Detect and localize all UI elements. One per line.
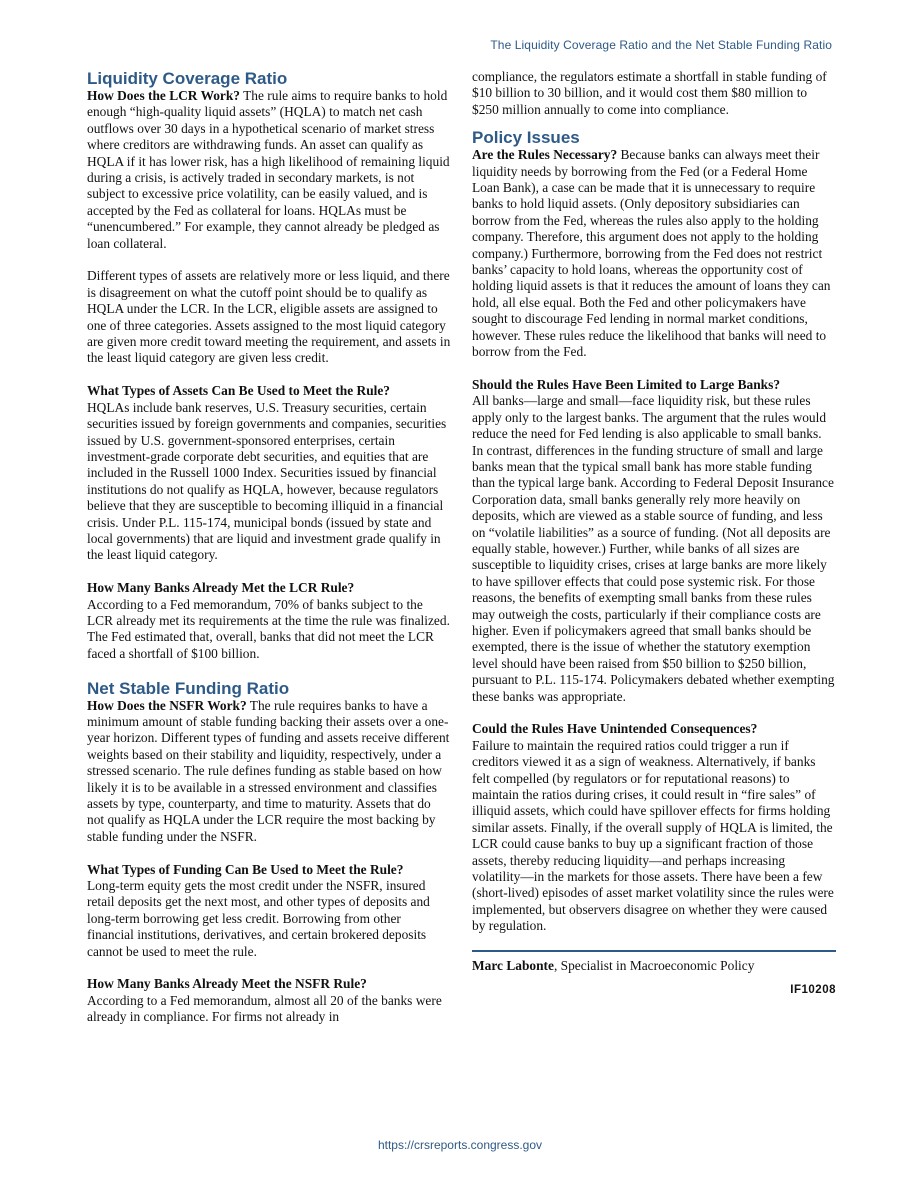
- lcr-banks-text: According to a Fed memorandum, 70% of banks subject to the LCR already met its requirements at the time the rule was finalized. The Fed estimated that, overall, banks that did not meet the LCR faced a shortfall of $100 billion.: [87, 596, 450, 661]
- nsfr-work-text: The rule requires banks to have a minimum amount of stable funding backing their assets over a one-year horizon. Different types of funding and assets receive different weights based on their stability and liquidity, respectively, under a stressed scenario. The rule defines funding as stable based on how likely it is to be available in a stressed environment and classifies assets by type, counterparty, and time to maturity. Assets that do not qualify as HQLA under the LCR require the most backing by stable funding under the NSFR.: [87, 697, 450, 844]
- author-signature: [472, 958, 836, 974]
- lcr-section-heading: Liquidity Coverage Ratio: [87, 69, 288, 88]
- right-column: [472, 69, 836, 999]
- continued-paragraph: compliance, the regulators estimate a shortfall in stable funding of $10 billion to 30 billion, and it would cost them $80 million to $250 million annually to come into compliance.: [472, 69, 827, 117]
- lcr-types-paragraph: [87, 383, 451, 563]
- limited-question: Should the Rules Have Been Limited to Large Banks?: [472, 376, 781, 392]
- unintended-question: Could the Rules Have Unintended Consequences?: [472, 721, 758, 737]
- unintended-text: Failure to maintain the required ratios could trigger a run if creditors viewed it as a sign of weakness. Alternatively, if banks felt compelled (by regulators or for reputational reasons) to maintain the ratios during crises, it could result in “fire sales” of illiquid assets, which could have spillover effects for firms holding similar assets. Finally, if the overall supply of HQLA is limited, the LCR could cause banks to buy up a significant fraction of those assets, thereby reducing liquidity—and perhaps increasing volatility—in the markets for those assets. There have been a few (short-lived) episodes of asset market volatility since the rules were implemented, but observers disagree on whether they were caused by regulation.: [472, 737, 834, 934]
- nsfr-types-question: What Types of Funding Can Be Used to Meet the Rule?: [87, 861, 404, 877]
- lcr-tiers-paragraph: Different types of assets are relatively more or less liquid, and there is disagreement on what the cutoff point should be to qualify as HQLA under the LCR. In the LCR, eligible assets are assigned to one of three categories. Assets assigned to the most liquid category are given more credit toward meeting the requirement, and assets in the least liquid category are given less credit.: [87, 268, 451, 366]
- lcr-types-text: HQLAs include bank reserves, U.S. Treasury securities, certain securities issued by foreign governments and companies, securities issued by U.S. government-sponsored enterprises, certain investment-grade corporate debt securities, and equities that are included in the Russell 1000 Index. Securities issued by financial institutions do not qualify as HQLA, however, because regulators believe that they are susceptible to becoming illiquid in a financial crisis. Under P.L. 115-174, municipal bonds (issued by state and local governments) that are liquid and investment grade qualify in the least liquid category.: [87, 399, 447, 563]
- left-column: [87, 69, 451, 1026]
- policy-section-heading: Policy Issues: [472, 128, 580, 148]
- lcr-banks-question: How Many Banks Already Met the LCR Rule?: [87, 580, 355, 596]
- unintended-paragraph: [472, 721, 836, 934]
- report-id: IF10208: [790, 984, 836, 997]
- limited-text: All banks—large and small—face liquidity risk, but these rules apply only to the largest banks. The argument that the rules would reduce the need for Fed lending is also applicable to small banks. In contrast, differences in the funding structure of small and large banks mean that the typical small bank has more stable funding than the typical large bank. According to Federal Deposit Insurance Corporation data, small banks generally rely more heavily on deposits, which are viewed as a stable source of funding, and less on “volatile liabilities” as a source of funding. (Not all deposits are equally stable, however.) Further, while banks of all sizes are susceptible to liquidity crises, crises at large banks are more likely to have spillover effects that could pose systemic risk. For those reasons, the benefits of exempting small banks from these rules may outweigh the costs, particularly if their compliance costs are higher. Even if policymakers agreed that small banks should be exempted, there is the issue of whether the statutory exemption level should have been raised from $50 billion to $250 billion, pursuant to P.L. 115-174. Policymakers debated whether exempting these banks was appropriate.: [472, 393, 835, 704]
- running-header: The Liquidity Coverage Ratio and the Net Stable Funding Ratio: [490, 38, 832, 52]
- limited-paragraph: [472, 377, 836, 705]
- nsfr-types-text: Long-term equity gets the most credit under the NSFR, insured retail deposits get the next most, and other types of deposits and long-term borrowing get less credit. Borrowing from other financial institutions, derivatives, and certain brokered deposits cannot be used to meet the rule.: [87, 878, 430, 959]
- signature-divider: [472, 950, 836, 952]
- nsfr-work-paragraph: [87, 698, 451, 846]
- lcr-types-question: What Types of Assets Can Be Used to Meet the Rule?: [87, 383, 391, 399]
- footer-url-link[interactable]: https://crsreports.congress.gov: [377, 1138, 543, 1152]
- nsfr-banks-paragraph: [87, 976, 451, 1025]
- lcr-work-question: How Does the LCR Work?: [87, 88, 241, 103]
- nsfr-types-paragraph: [87, 862, 451, 960]
- necessary-question: Are the Rules Necessary?: [472, 147, 618, 163]
- nsfr-section-heading: Net Stable Funding Ratio: [87, 678, 290, 698]
- lcr-banks-paragraph: [87, 580, 451, 662]
- lcr-work-text: The rule aims to require banks to hold enough “high-quality liquid assets” (HQLA) to match net cash outflows over 30 days in a hypothetical scenario of market stress where creditors are withdrawing funds. An asset can qualify as HQLA if it has lower risk, has a high likelihood of remaining liquid during a crisis, is actively traded in secondary markets, is not subject to excessive price volatility, can be easily valued, and is accepted by the Fed as collateral for loans. HQLAs must be “unencumbered.” For example, they cannot already be pledged as loan collateral.: [87, 88, 450, 251]
- lcr-work-paragraph: [87, 88, 451, 252]
- author-name: Marc Labonte: [472, 957, 554, 973]
- necessary-paragraph: [472, 147, 836, 360]
- author-title: , Specialist in Macroeconomic Policy: [553, 957, 755, 973]
- nsfr-banks-text: According to a Fed memorandum, almost all 20 of the banks were already in compliance. For firms not already in: [87, 992, 442, 1025]
- necessary-text: Because banks can always meet their liquidity needs by borrowing from the Fed (or a Federal Home Loan Bank), a case can be made that it is unnecessary to require banks to hold liquid assets. (Only depository subsidiaries can borrow from the Fed, whereas the rules also apply to the holding company. Therefore, this argument does not apply to the holding company.) Furthermore, borrowing from the Fed does not restrict banks’ capacity to hold loans, whereas the opportunity cost of holding liquid assets is that it reduces the amount of loans they can hold, all else equal. Both the Fed and other policymakers have sought to discourage Fed lending in normal market conditions, however. These rules reduce the likelihood that banks will need to borrow from the Fed.: [472, 147, 831, 360]
- nsfr-work-question: How Does the NSFR Work?: [87, 697, 247, 713]
- nsfr-banks-question: How Many Banks Already Meet the NSFR Rule?: [87, 976, 367, 992]
